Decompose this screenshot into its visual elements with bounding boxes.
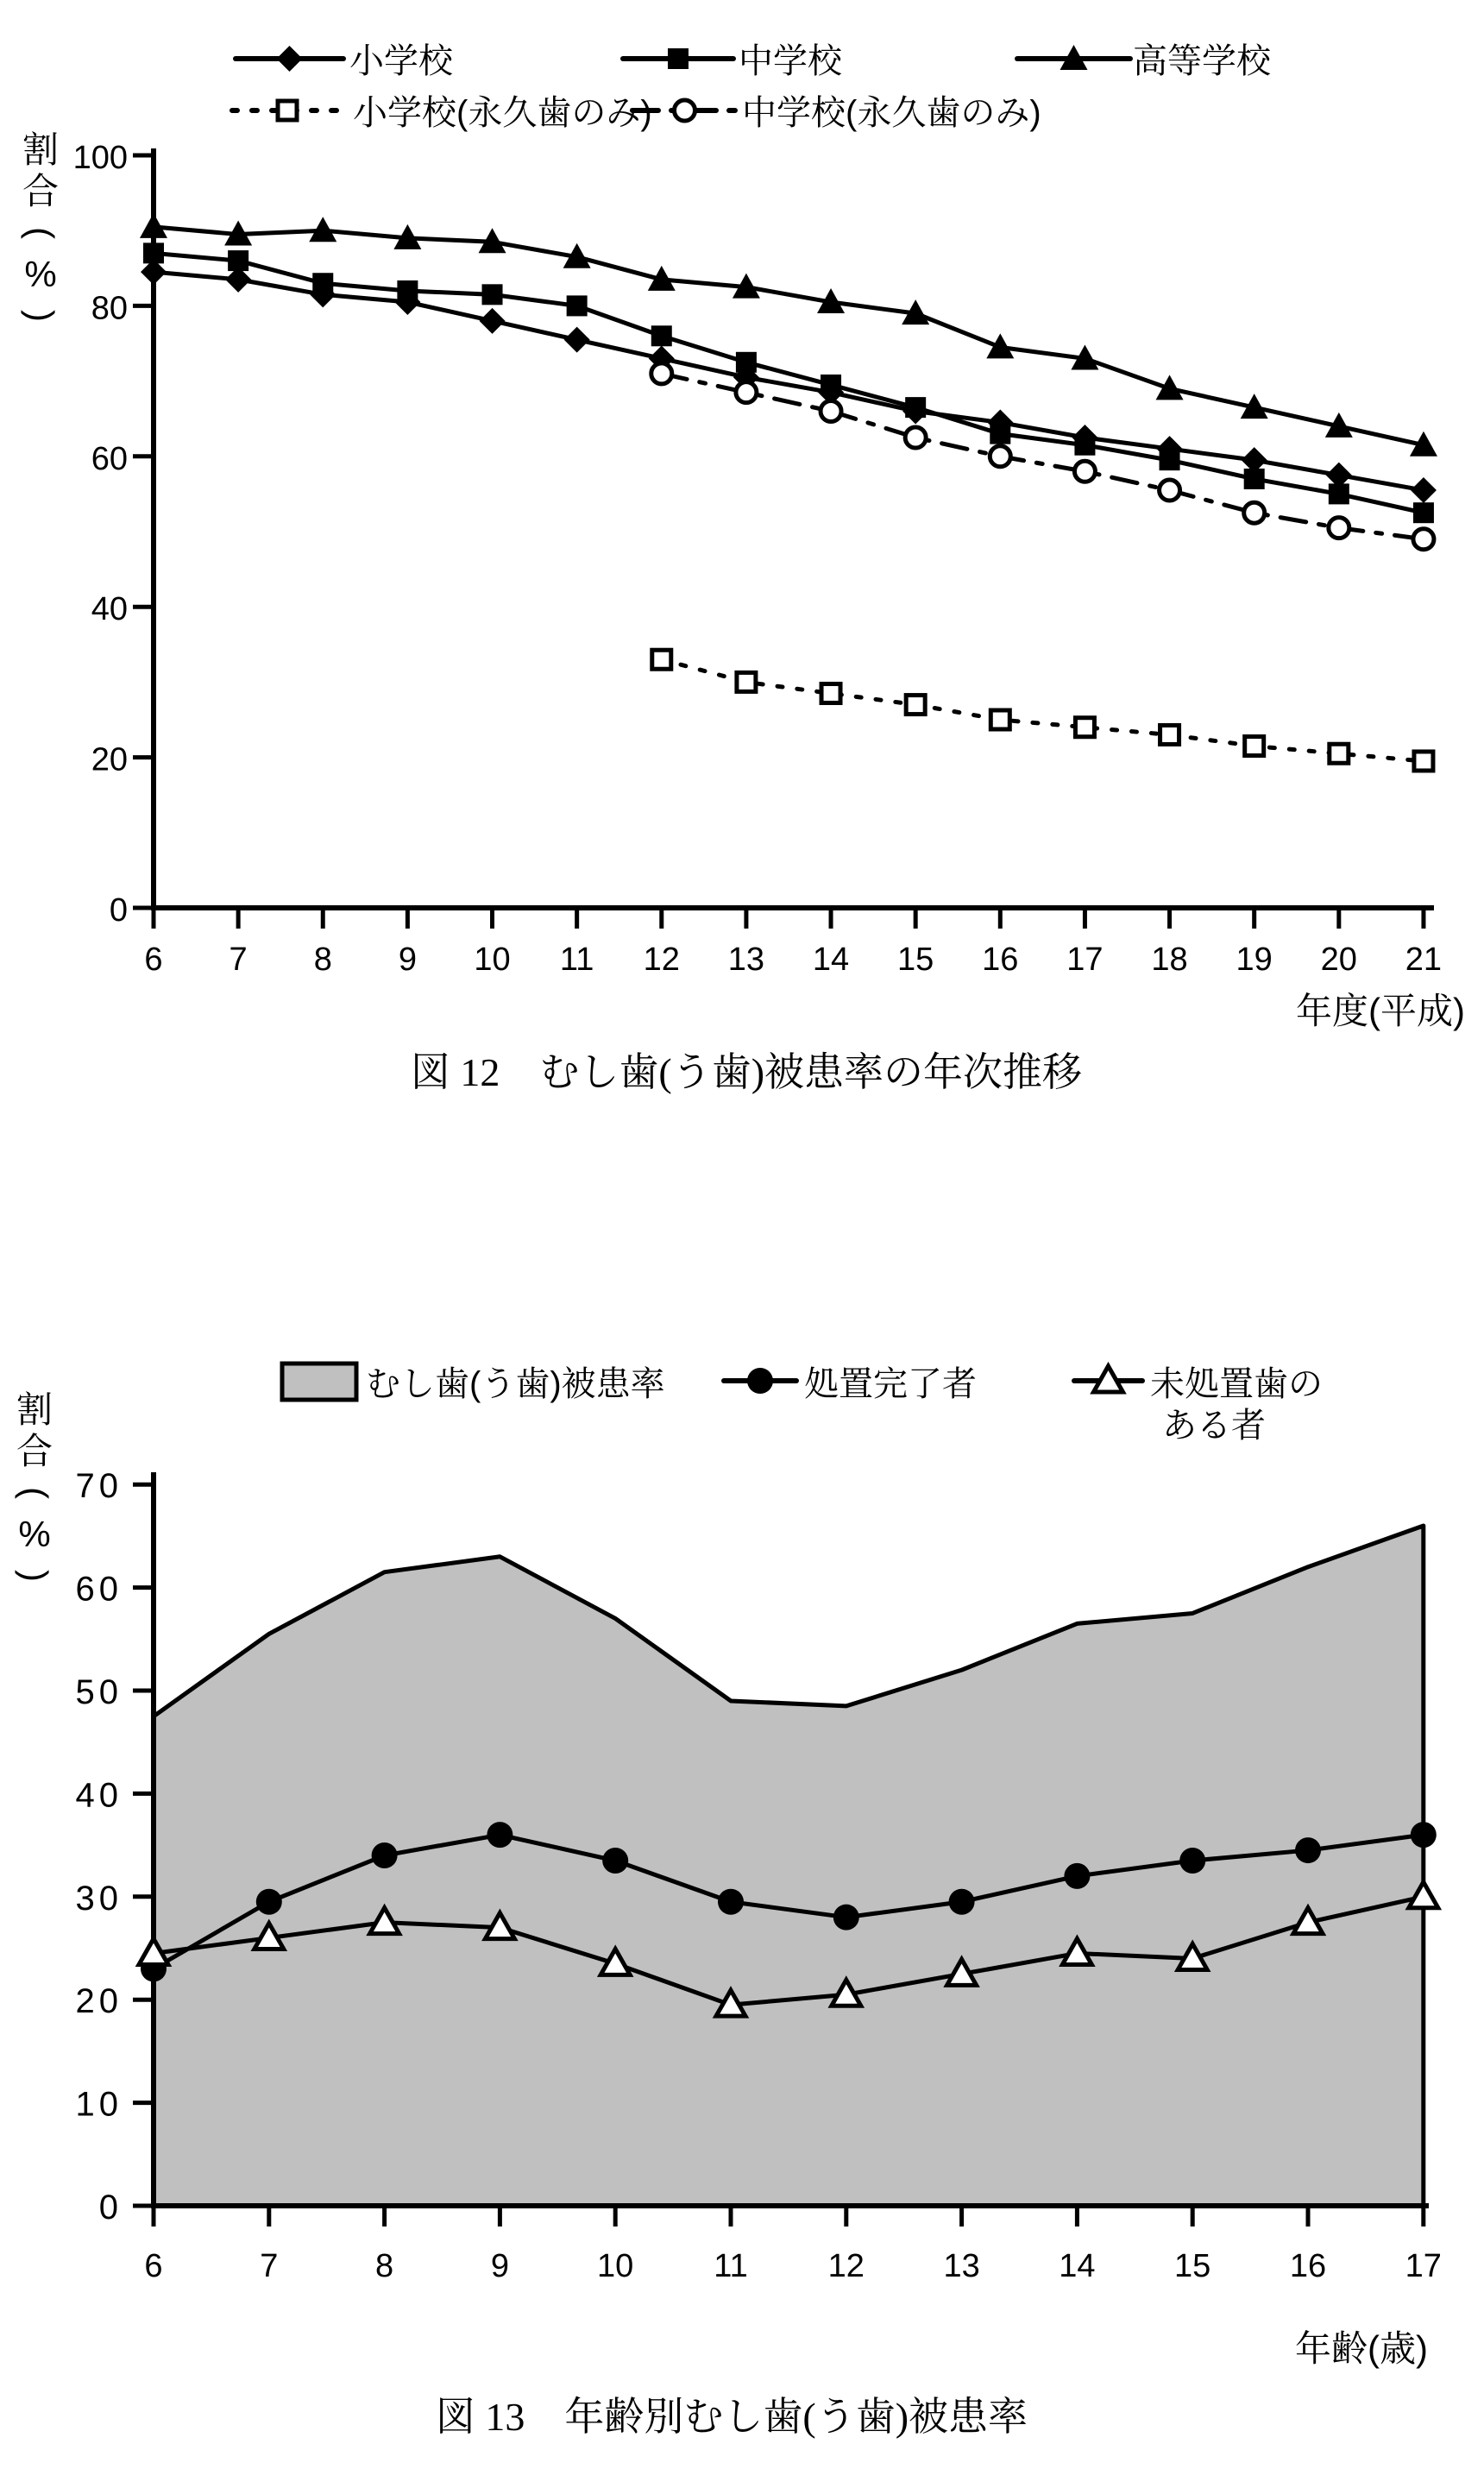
x-tick-label: 6 xyxy=(144,2248,163,2284)
y-axis-label-char: ( xyxy=(15,1487,55,1499)
x-tick-label: 12 xyxy=(643,942,680,978)
legend-label-elementary-permanent: 小学校(永久歯のみ) xyxy=(353,94,652,132)
legend-label-junior-high: 中学校 xyxy=(739,42,842,80)
data-point-marker xyxy=(1160,725,1179,744)
data-point-marker xyxy=(718,1889,744,1915)
data-point-marker xyxy=(397,280,418,301)
y-tick-label: 100 xyxy=(72,140,128,176)
x-tick-label: 17 xyxy=(1066,942,1104,978)
x-tick-label: 9 xyxy=(398,942,417,978)
legend-label-elementary: 小学校 xyxy=(349,42,453,80)
x-tick-label: 19 xyxy=(1236,942,1273,978)
data-point-marker xyxy=(480,308,506,334)
data-point-marker xyxy=(602,1848,628,1874)
legend-swatch-marker xyxy=(675,100,695,121)
x-tick-label: 16 xyxy=(982,942,1019,978)
legend-label-untreated-line1: 未処置歯の xyxy=(1150,1365,1323,1403)
x-tick-label: 13 xyxy=(943,2248,980,2284)
legend-swatch-untreated xyxy=(1074,1366,1142,1392)
chart1-x-axis-title: 年度(平成) xyxy=(1296,991,1465,1031)
data-point-marker xyxy=(651,363,672,384)
data-point-marker xyxy=(1411,1822,1437,1848)
x-tick-label: 17 xyxy=(1405,2248,1442,2284)
y-tick-label: 60 xyxy=(75,1570,123,1609)
data-point-marker xyxy=(1414,752,1433,771)
series-line xyxy=(154,227,1424,445)
series-line xyxy=(662,374,1424,539)
data-point-marker xyxy=(1244,502,1265,523)
x-tick-label: 20 xyxy=(1320,942,1357,978)
x-tick-label: 15 xyxy=(897,942,934,978)
x-tick-label: 7 xyxy=(229,942,248,978)
series-line xyxy=(662,659,1424,761)
data-point-marker xyxy=(372,1842,398,1868)
y-tick-label: 0 xyxy=(98,2189,123,2227)
y-axis-label-char: 合 xyxy=(22,171,60,211)
data-point-marker xyxy=(1064,1863,1090,1889)
x-tick-label: 7 xyxy=(260,2248,279,2284)
chart2-x-axis-title: 年齢(歳) xyxy=(1295,2328,1428,2369)
data-point-marker xyxy=(228,250,248,271)
chart1-legend xyxy=(232,42,1272,132)
chart1-plot-area xyxy=(73,140,1442,978)
data-point-marker xyxy=(990,710,1009,729)
y-tick-label: 50 xyxy=(75,1673,123,1711)
data-point-marker xyxy=(1245,737,1264,756)
legend-swatch-marker xyxy=(747,1368,773,1394)
data-point-marker xyxy=(1411,477,1437,503)
x-tick-label: 11 xyxy=(714,2248,748,2284)
data-point-marker xyxy=(1329,518,1349,539)
legend-swatch-area-box xyxy=(282,1364,356,1400)
data-point-marker xyxy=(1413,529,1434,550)
y-axis-label-char: ) xyxy=(21,310,61,322)
y-tick-label: 60 xyxy=(91,440,128,477)
data-point-marker xyxy=(949,1889,975,1915)
y-tick-label: 40 xyxy=(75,1776,123,1815)
x-tick-label: 18 xyxy=(1151,942,1188,978)
data-point-marker xyxy=(736,352,757,373)
data-point-marker xyxy=(256,1889,282,1915)
y-axis-label-char: % xyxy=(24,254,57,294)
y-tick-label: 30 xyxy=(75,1879,123,1918)
y-axis-label-char: % xyxy=(18,1514,51,1554)
x-tick-label: 9 xyxy=(490,2248,509,2284)
data-point-marker xyxy=(1329,483,1349,504)
y-axis-label-char: 割 xyxy=(22,129,60,170)
x-tick-label: 21 xyxy=(1405,942,1443,978)
legend-swatch-caries-rate-area xyxy=(282,1364,356,1400)
legend-swatch-treatment-completed xyxy=(724,1368,796,1394)
legend-swatch-elementary xyxy=(236,46,343,72)
data-point-marker xyxy=(905,397,926,418)
chart1-y-axis-label xyxy=(21,129,61,322)
legend-label-junior-high-permanent: 中学校(永久歯のみ) xyxy=(742,94,1041,132)
x-tick-label: 14 xyxy=(812,942,850,978)
data-point-marker xyxy=(1074,461,1095,482)
data-point-marker xyxy=(821,375,841,395)
data-point-marker xyxy=(564,327,590,353)
data-point-marker xyxy=(986,333,1014,358)
data-point-marker xyxy=(736,382,757,403)
y-tick-label: 70 xyxy=(75,1467,123,1506)
data-point-marker xyxy=(821,400,841,421)
chart2-y-axis-label xyxy=(15,1389,55,1582)
y-axis-label-char: 合 xyxy=(16,1431,53,1471)
data-point-marker xyxy=(651,325,672,346)
data-point-marker xyxy=(1075,718,1094,737)
data-point-marker xyxy=(990,424,1010,444)
data-point-marker xyxy=(1244,469,1265,489)
data-point-marker xyxy=(567,295,588,316)
data-point-marker xyxy=(906,696,925,715)
data-point-marker xyxy=(905,427,926,448)
data-point-marker xyxy=(1160,480,1180,501)
data-point-marker xyxy=(312,273,333,293)
x-tick-label: 8 xyxy=(375,2248,394,2284)
legend-swatch-marker xyxy=(668,48,689,69)
legend-label-caries-rate: むし歯(う歯)被患率 xyxy=(366,1365,665,1403)
data-point-marker xyxy=(652,650,671,669)
x-tick-label: 11 xyxy=(559,942,594,978)
data-point-marker xyxy=(1330,744,1349,763)
x-tick-label: 16 xyxy=(1289,2248,1327,2284)
chart1-caption: 図 12 むし歯(う歯)被患率の年次推移 xyxy=(410,1050,1083,1094)
data-point-marker xyxy=(1160,450,1180,470)
data-point-marker xyxy=(821,683,840,702)
x-tick-label: 8 xyxy=(313,942,332,978)
legend-swatch-marker xyxy=(278,101,297,120)
legend-swatch-elementary-permanent xyxy=(232,101,343,120)
y-tick-label: 10 xyxy=(75,2085,123,2124)
x-tick-label: 10 xyxy=(474,942,511,978)
x-tick-label: 15 xyxy=(1174,2248,1211,2284)
x-tick-label: 14 xyxy=(1059,2248,1096,2284)
legend-label-high-school: 高等学校 xyxy=(1133,42,1271,80)
y-tick-label: 80 xyxy=(91,290,128,327)
data-point-marker xyxy=(482,284,503,305)
legend-label-untreated-line2: ある者 xyxy=(1162,1407,1266,1445)
data-point-marker xyxy=(487,1822,512,1848)
y-tick-label: 20 xyxy=(91,741,128,778)
y-axis-label-char: ( xyxy=(21,227,61,239)
data-point-marker xyxy=(833,1905,859,1930)
x-tick-label: 10 xyxy=(597,2248,634,2284)
chart2-plot-area xyxy=(76,1467,1442,2284)
data-point-marker xyxy=(1074,435,1095,456)
area-series xyxy=(154,1526,1424,2206)
data-point-marker xyxy=(1179,1848,1205,1874)
legend-swatch-marker xyxy=(277,46,303,72)
y-tick-label: 0 xyxy=(109,892,128,929)
data-point-marker xyxy=(1413,502,1434,523)
y-axis-label-char: ) xyxy=(15,1570,55,1582)
data-point-marker xyxy=(1295,1837,1321,1863)
data-point-marker xyxy=(143,242,164,263)
y-axis-label-char: 割 xyxy=(16,1389,53,1430)
legend-swatch-high-school xyxy=(1017,45,1130,70)
x-tick-label: 12 xyxy=(827,2248,865,2284)
legend-label-treatment-completed: 処置完了者 xyxy=(804,1365,977,1403)
legend-swatch-junior-high xyxy=(623,48,733,69)
x-tick-label: 13 xyxy=(727,942,765,978)
x-tick-label: 6 xyxy=(144,942,163,978)
series-line xyxy=(154,272,1424,490)
chart2-caption: 図 13 年齢別むし歯(う歯)被患率 xyxy=(435,2395,1028,2439)
data-point-marker xyxy=(990,446,1010,467)
chart2-legend xyxy=(282,1364,1323,1445)
data-point-marker xyxy=(737,672,756,691)
y-tick-label: 20 xyxy=(75,1982,123,2021)
y-tick-label: 40 xyxy=(91,591,128,628)
